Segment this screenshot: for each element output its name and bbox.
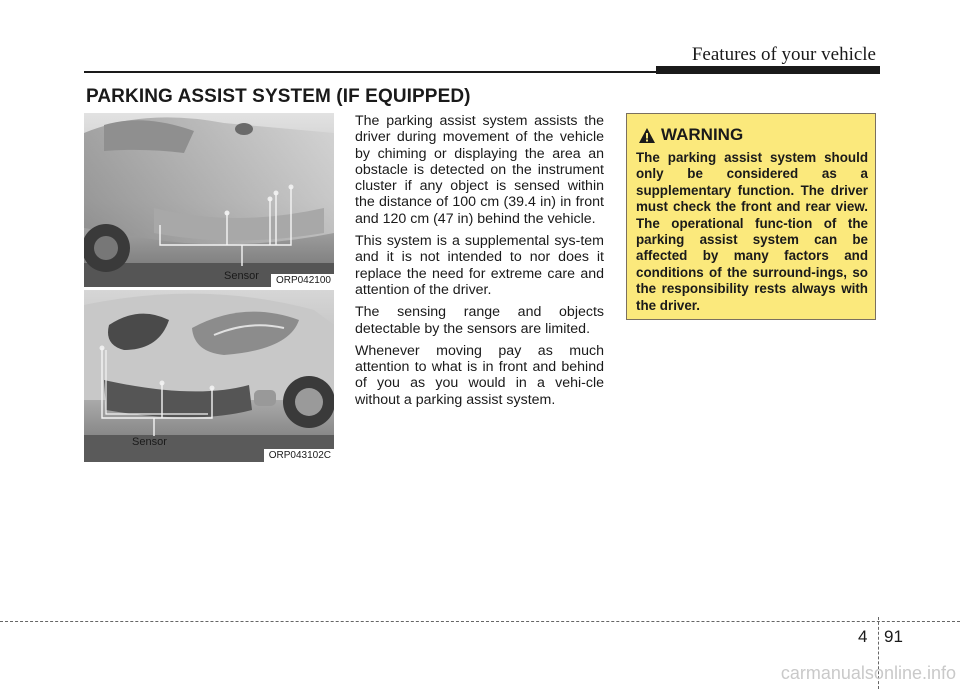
body-text [355, 113, 604, 414]
rear-bumper-photo [84, 113, 334, 287]
body-paragraph: The parking assist system assists the driver during movement of the vehicle by chiming or displaying the area an obstacle is detected on the instrument cluster if any object is sensed within the distance of 100 cm (39.4 in) in front and 120 cm (47 in) behind the vehicle. [355, 113, 604, 227]
section-heading: PARKING ASSIST SYSTEM (IF EQUIPPED) [86, 86, 471, 107]
rear-figure-code: ORP042100 [271, 274, 334, 287]
front-figure-code: ORP043102C [264, 449, 334, 462]
front-bumper-photo [84, 290, 334, 462]
header-title: Features of your vehicle [691, 44, 876, 65]
chapter-number: 4 [858, 627, 868, 646]
body-paragraph: Whenever moving pay as much attention to what is in front and behind of you as you would in a vehi-cle without a parking assist system. [355, 342, 604, 408]
warning-title: WARNING [661, 125, 744, 144]
rear-bumper-illustration [84, 113, 334, 287]
warning-text: The parking assist system should only be considered as a supplementary function. The driver must check the front and rear view. The operational func-tion of the parking assist system can be affected by many factors and conditions of the surround-ings, so the responsibility rests always with the driver. [636, 150, 868, 313]
page-number: 91 [884, 627, 903, 646]
body-paragraph: The sensing range and objects detectable by the sensors are limited. [355, 304, 604, 337]
warning-box [626, 113, 876, 320]
warning-triangle-icon [638, 127, 656, 144]
front-bumper-illustration [84, 290, 334, 462]
watermark: carmanualsonline.info [780, 663, 956, 683]
rear-sensor-label: Sensor [224, 270, 259, 282]
header-rule-accent [656, 66, 880, 74]
front-sensor-label: Sensor [132, 436, 167, 448]
body-paragraph: This system is a supplemental sys-tem and it is not intended to nor does it replace the need for extreme care and attention of the driver. [355, 233, 604, 298]
footer-divider [0, 621, 960, 622]
warning-title-row [638, 125, 743, 145]
